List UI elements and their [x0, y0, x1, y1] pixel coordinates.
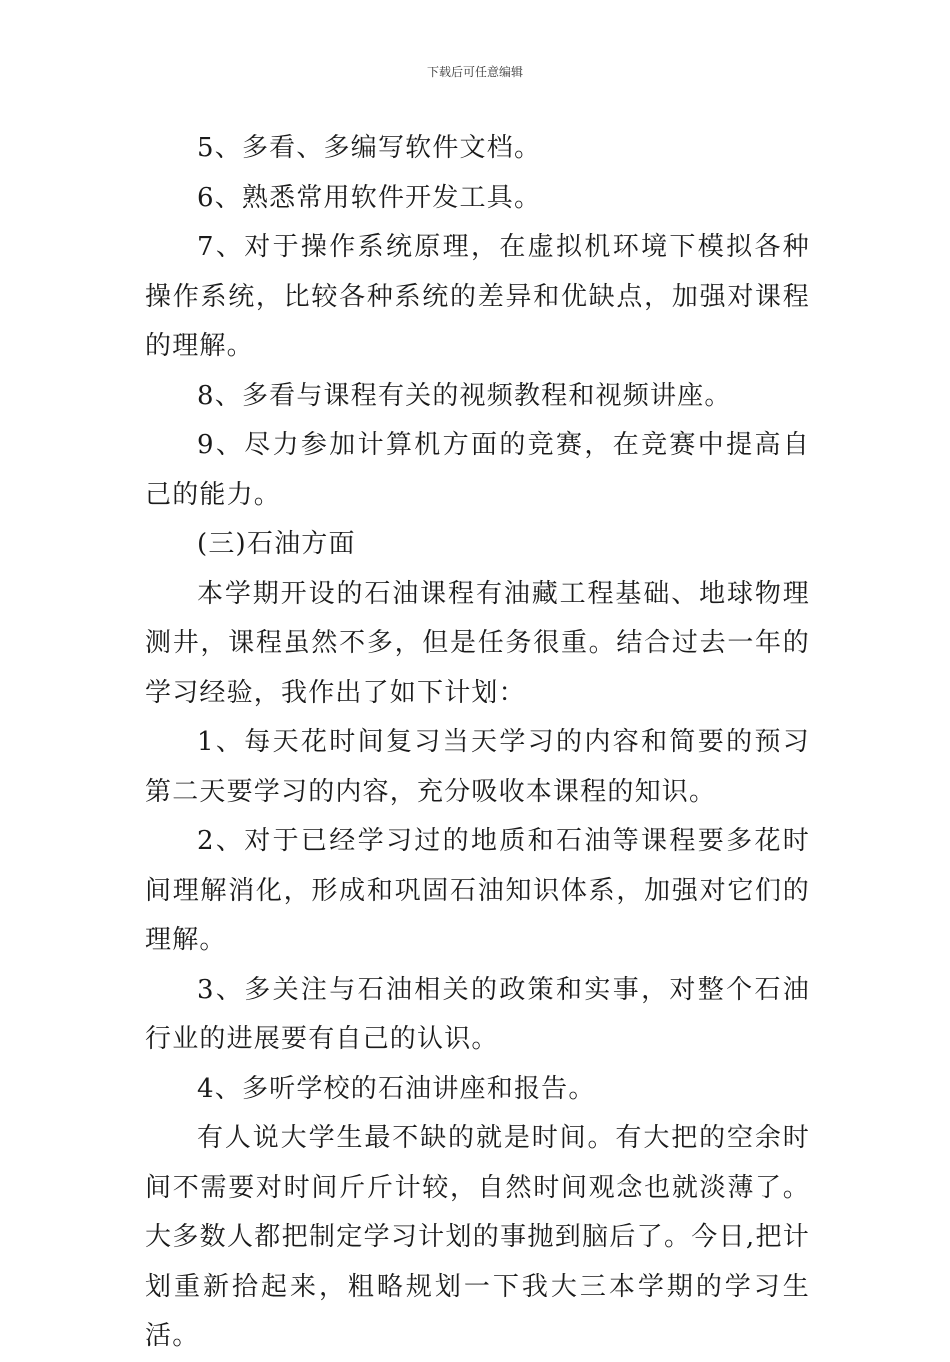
- plan-item-2: 2、对于已经学习过的地质和石油等课程要多花时间理解消化，形成和巩固石油知识体系，加强对它们的理解。: [145, 826, 810, 955]
- section-heading: (三)石油方面: [197, 529, 356, 559]
- list-item-7: 7、对于操作系统原理，在虚拟机环境下模拟各种操作系统，比较各种系统的差异和优缺点，加强对课程的理解。: [145, 232, 810, 361]
- closing-paragraph: 有人说大学生最不缺的就是时间。有大把的空余时间不需要对时间斤斤计较，自然时间观念也就淡薄了。大多数人都把制定学习计划的事抛到脑后了。今日,把计划重新拾起来，粗略规划一下我大三本学期的学习生活。: [145, 1123, 810, 1351]
- plan-item-4: 4、多听学校的石油讲座和报告。: [197, 1073, 596, 1104]
- list-item-5: 5、多看、多编写软件文档。: [197, 133, 542, 163]
- list-item-8: 8、多看与课程有关的视频教程和视频讲座。: [197, 380, 732, 411]
- plan-item-1: 1、每天花时间复习当天学习的内容和简要的预习第二天要学习的内容，充分吸收本课程的知识。: [145, 727, 810, 807]
- document-body: [145, 124, 810, 1362]
- list-item-6: 6、熟悉常用软件开发工具。: [197, 182, 542, 213]
- plan-item-3: 3、多关注与石油相关的政策和实事，对整个石油行业的进展要有自己的认识。: [145, 974, 810, 1054]
- section-intro-paragraph: 本学期开设的石油课程有油藏工程基础、地球物理测井，课程虽然不多，但是任务很重。结合过去一年的学习经验，我作出了如下计划：: [145, 578, 810, 708]
- list-item-9: 9、尽力参加计算机方面的竞赛，在竞赛中提高自己的能力。: [145, 430, 810, 510]
- page-header: 下载后可任意编辑: [426, 65, 523, 79]
